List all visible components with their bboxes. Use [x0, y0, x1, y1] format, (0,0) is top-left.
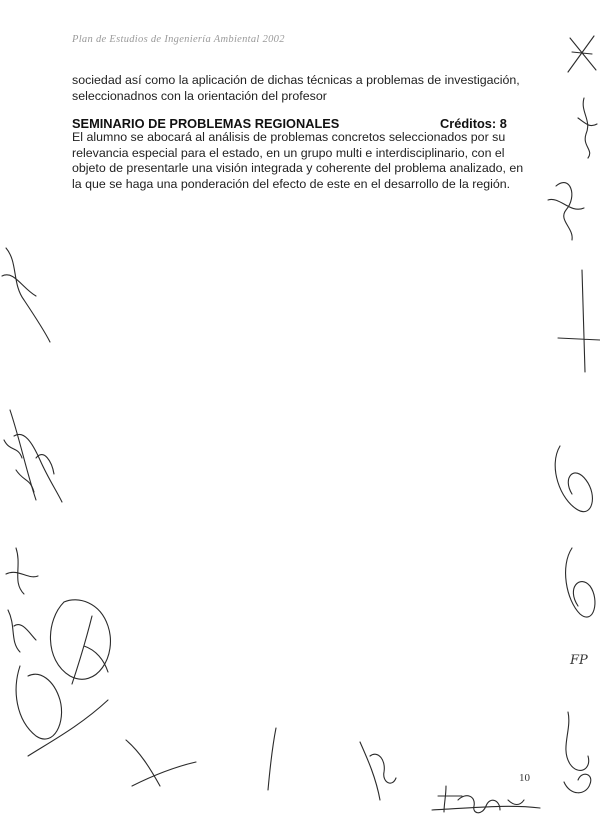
- signature-mark: [72, 616, 108, 684]
- signature-mark: [268, 728, 276, 790]
- signature-mark: [2, 248, 50, 342]
- signature-mark: [16, 666, 61, 739]
- running-header: Plan de Estudios de Ingeniería Ambiental 2002: [72, 34, 285, 45]
- signature-mark: [555, 446, 592, 512]
- signature-mark: [8, 610, 36, 652]
- signature-mark: [4, 440, 34, 492]
- signature-mark: [566, 548, 595, 617]
- signature-initials: FP: [570, 653, 588, 668]
- section-line: El alumno se abocará al análisis de problemas concretos seleccionados por su: [72, 130, 506, 144]
- signature-mark: [126, 740, 196, 786]
- signature-mark: [548, 183, 584, 240]
- signature-mark: [578, 98, 597, 158]
- section-line: la que se haga una ponderación del efecto de este en el desarrollo de la región.: [72, 176, 511, 191]
- signature-mark: [564, 774, 591, 793]
- section-credits: Créditos: 8: [440, 116, 507, 131]
- signature-mark: [568, 36, 596, 72]
- section-title: SEMINARIO DE PROBLEMAS REGIONALES: [72, 116, 340, 131]
- section-line: objeto de presentarle una visión integrada y coherente del problema analizado, en: [72, 161, 524, 175]
- signature-mark: [28, 700, 108, 756]
- signature-mark: [432, 806, 540, 810]
- section-line: relevancia especial para el estado, en un grupo multi e interdisciplinario, con el: [72, 145, 505, 160]
- page-number: 10: [519, 772, 530, 784]
- signature-mark: [6, 548, 38, 594]
- intro-line: seleccionadnos con la orientación del profesor: [72, 88, 327, 103]
- signature-mark: [558, 270, 600, 372]
- signature-mark: [566, 712, 589, 770]
- intro-line: sociedad así como la aplicación de dichas técnicas a problemas de investigación,: [72, 73, 520, 87]
- signature-mark: [50, 600, 110, 679]
- signature-mark: [10, 410, 62, 502]
- signature-mark: [360, 742, 396, 800]
